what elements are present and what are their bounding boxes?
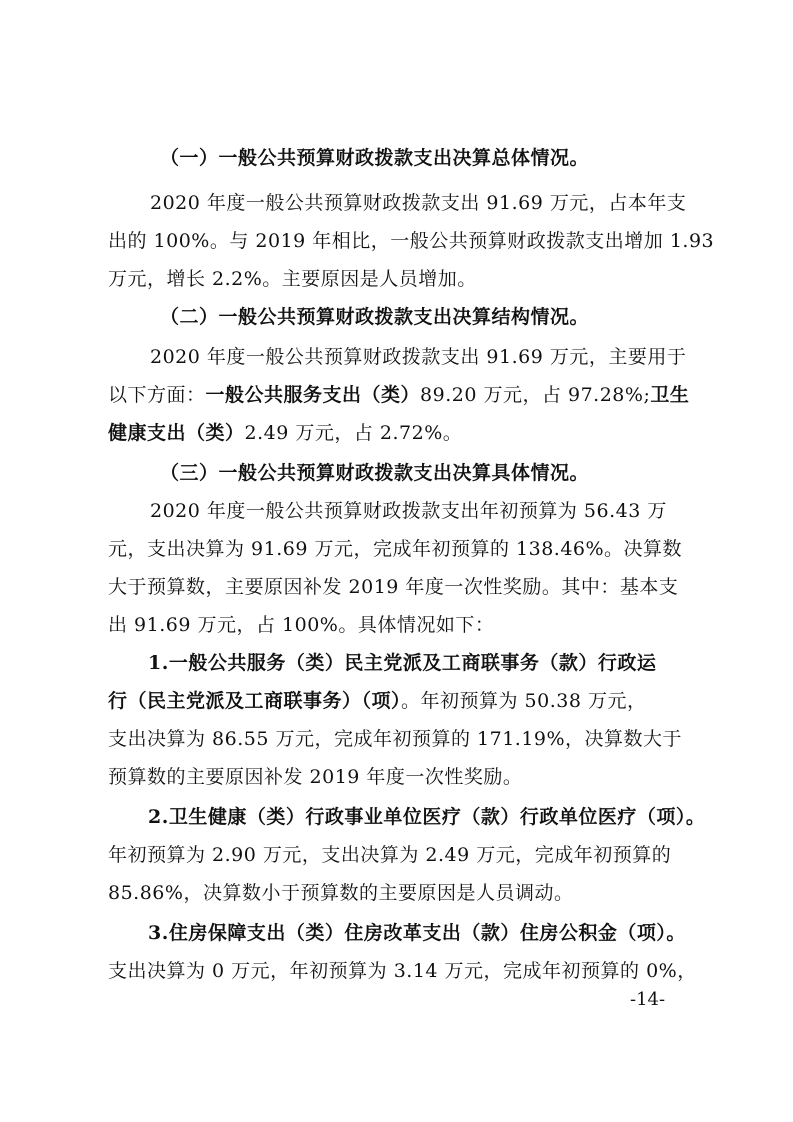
item-1-title-line-1: 1.一般公共服务（类）民主党派及工商联事务（款）行政运 (148, 652, 657, 674)
item-1-line-4: 预算数的主要原因补发 2019 年度一次性奖励。 (108, 766, 523, 788)
section-2-line-2-prefix: 以下方面： (108, 384, 206, 406)
section-3-heading: （三）一般公共预算财政拨款支出决算具体情况。 (160, 462, 590, 484)
section-2-line-3 (108, 418, 462, 448)
section-1-line-3: 万元，增长 2.2%。主要原因是人员增加。 (108, 268, 477, 290)
section-3-line-4: 出 91.69 万元，占 100%。具体情况如下： (108, 614, 495, 636)
section-3-line-1: 2020 年度一般公共预算财政拨款支出年初预算为 56.43 万 (150, 500, 667, 522)
item-2-title: 2.卫生健康（类）行政事业单位医疗（款）行政单位医疗（项）。 (148, 806, 706, 828)
section-1-line-2: 出的 100%。与 2019 年相比，一般公共预算财政拨款支出增加 1.93 (108, 230, 715, 252)
section-2-line-1: 2020 年度一般公共预算财政拨款支出 91.69 万元，主要用于 (150, 346, 687, 368)
section-3-line-2: 元，支出决算为 91.69 万元，完成年初预算的 138.46%。决算数 (108, 538, 683, 560)
item-3-line-2: 支出决算为 0 万元，年初预算为 3.14 万元，完成年初预算的 0%， (108, 960, 697, 982)
item-2-line-2: 年初预算为 2.90 万元，支出决算为 2.49 万元，完成年初预算的 (108, 844, 672, 866)
item-1-line-2 (108, 686, 647, 716)
item-1-title-line-2: 行（民主党派及工商联事务）（项） (108, 690, 402, 712)
item-1-line-2-text: 。年初预算为 50.38 万元， (401, 690, 647, 712)
section-3-line-3: 大于预算数，主要原因补发 2019 年度一次性奖励。其中：基本支 (108, 576, 679, 598)
section-2-category-general-services: 一般公共服务支出（类） (205, 384, 421, 406)
section-2-category-health: 健康支出（类） (108, 422, 245, 444)
section-2-line-2-amount: 89.20 万元，占 97.28%; (420, 384, 651, 406)
item-1-line-3: 支出决算为 86.55 万元，完成年初预算的 171.19%，决算数大于 (108, 728, 683, 750)
section-2-line-2 (108, 380, 689, 410)
page-number: -14- (630, 989, 666, 1010)
section-1-line-1: 2020 年度一般公共预算财政拨款支出 91.69 万元，占本年支 (150, 192, 687, 214)
item-3-title: 3.住房保障支出（类）住房改革支出（款）住房公积金（项）。 (148, 922, 686, 944)
section-2-line-3-amount: 2.49 万元，占 2.72%。 (244, 422, 463, 444)
section-1-heading: （一）一般公共预算财政拨款支出决算总体情况。 (160, 147, 590, 169)
section-2-category-health-start: 卫生 (650, 384, 690, 406)
section-2-heading: （二）一般公共预算财政拨款支出决算结构情况。 (160, 306, 590, 328)
item-2-line-3: 85.86%，决算数小于预算数的主要原因是人员调动。 (108, 882, 574, 904)
